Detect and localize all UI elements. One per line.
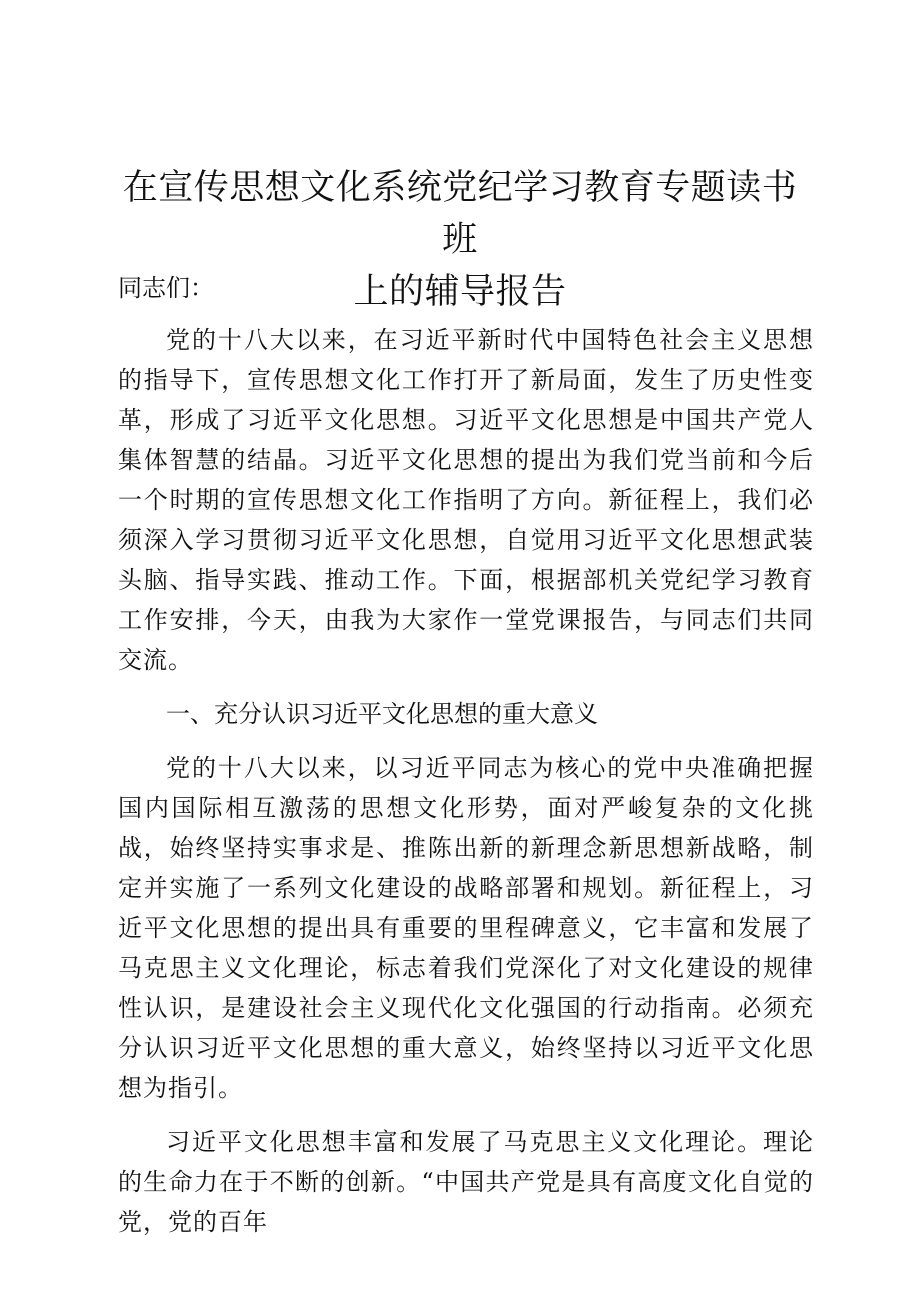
salutation: 同志们： [118,274,214,302]
section-heading-1: 一、充分认识习近平文化思想的重大意义 [166,700,598,728]
paragraph-intro: 党的十八大以来，在习近平新时代中国特色社会主义思想的指导下，宣传思想文化工作打开了新局面，发生了历史性变革，形成了习近平文化思想。习近平文化思想是中国共产党人集体智慧的结晶。习近平文化思想的提出为我们党当前和今后一个时期的宣传思想文化工作指明了方向。新征程上，我们必须深入学习贯彻习近平文化思想，自觉用习近平文化思想武装头脑、指导实践、推动工作。下面，根据部机关党纪学习教育工作安排，今天，由我为大家作一堂党课报告，与同志们共同交流。 [118,326,814,674]
title-line-2: 上的辅导报告 [353,272,567,312]
paragraph-section1-b: 习近平文化思想丰富和发展了马克思主义文化理论。理论的生命力在于不断的创新。“中国共产党是具有高度文化自觉的党，党的百年 [118,1128,814,1236]
paragraph-section1-a: 党的十八大以来，以习近平同志为核心的党中央准确把握国内国际相互激荡的思想文化形势，面对严峻复杂的文化挑战，始终坚持实事求是、推陈出新的新理念新思想新战略，制定并实施了一系列文化建设的战略部署和规划。新征程上，习近平文化思想的提出具有重要的里程碑意义，它丰富和发展了马克思主义文化理论，标志着我们党深化了对文化建设的规律性认识，是建设社会主义现代化文化强国的行动指南。必须充分认识习近平文化思想的重大意义，始终坚持以习近平文化思想为指引。 [118,754,814,1102]
title-line-1: 在宣传思想文化系统党纪学习教育专题读书班 [122,168,798,260]
document-body [118,268,814,1242]
